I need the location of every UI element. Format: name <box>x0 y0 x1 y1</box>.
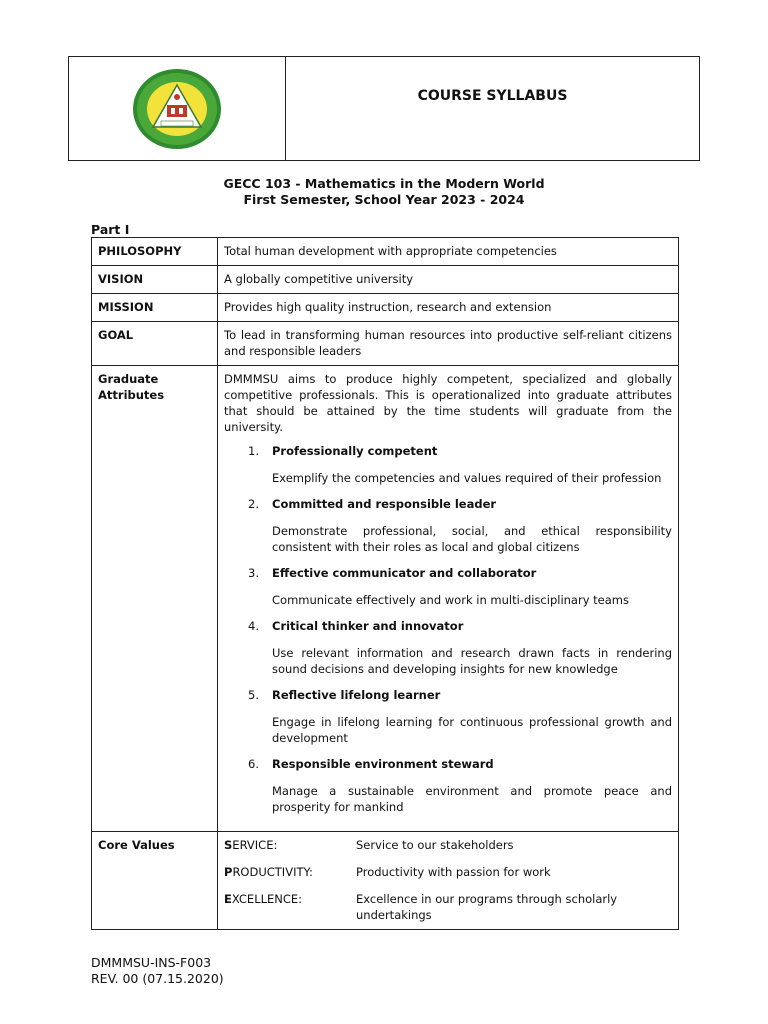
core-value-text: Excellence in our programs through scholarly undertakings <box>356 892 618 922</box>
list-item-description: Manage a sustainable environment and promote peace and prosperity for mankind <box>272 784 672 814</box>
mission-label: MISSION <box>92 294 218 322</box>
document-footer <box>91 955 224 987</box>
core-values-label: Core Values <box>92 832 218 930</box>
goal-text: To lead in transforming human resources into productive self-reliant citizens and responsible leaders <box>218 322 679 366</box>
list-item <box>248 565 672 614</box>
graduate-attributes-intro: DMMMSU aims to produce highly competent, specialized and globally competitive professionals. This is operationalized into graduate attributes that should be attained by the time students will graduate from the university. <box>224 372 672 434</box>
core-value-text: Service to our stakeholders <box>356 838 514 852</box>
list-item <box>248 496 672 561</box>
graduate-attributes-label: Graduate Attributes <box>92 366 218 832</box>
part-label: Part I <box>91 222 130 237</box>
vision-text: A globally competitive university <box>218 266 679 294</box>
graduate-attributes-cell <box>218 366 679 832</box>
list-item <box>248 443 672 492</box>
goal-label: GOAL <box>92 322 218 366</box>
course-semester: First Semester, School Year 2023 - 2024 <box>243 192 525 207</box>
list-item-number: 1. <box>248 444 259 458</box>
core-value-item <box>224 864 672 880</box>
philosophy-row <box>92 238 679 266</box>
list-item-description: Communicate effectively and work in multi-disciplinary teams <box>272 593 629 607</box>
graduate-attributes-list <box>224 443 672 821</box>
header-box <box>68 56 700 161</box>
list-item-number: 5. <box>248 688 259 702</box>
core-value-item <box>224 891 672 923</box>
title-cell <box>286 57 699 160</box>
revision-info: REV. 00 (07.15.2020) <box>91 971 224 986</box>
vision-row <box>92 266 679 294</box>
core-value-key <box>224 837 356 853</box>
philosophy-text: Total human development with appropriate competencies <box>218 238 679 266</box>
list-item-title: Committed and responsible leader <box>272 497 497 511</box>
list-item-number: 6. <box>248 757 259 771</box>
goal-row <box>92 322 679 366</box>
core-value-key <box>224 864 356 880</box>
page-title: COURSE SYLLABUS <box>417 87 568 104</box>
list-item-description: Engage in lifelong learning for continuous professional growth and development <box>272 715 672 745</box>
list-item <box>248 618 672 683</box>
list-item-description: Demonstrate professional, social, and ethical responsibility consistent with their roles as local and global citizens <box>272 524 672 554</box>
list-item-title: Responsible environment steward <box>272 757 494 771</box>
course-title: GECC 103 - Mathematics in the Modern World <box>223 176 545 191</box>
core-value-initial: P <box>224 865 233 879</box>
list-item-number: 2. <box>248 497 259 511</box>
list-item-number: 3. <box>248 566 259 580</box>
list-item-title: Critical thinker and innovator <box>272 619 464 633</box>
core-value-rest: RODUCTIVITY: <box>232 865 313 879</box>
core-value-text: Productivity with passion for work <box>356 865 551 879</box>
core-value-rest: ERVICE: <box>232 838 278 852</box>
list-item-title: Effective communicator and collaborator <box>272 566 537 580</box>
graduate-attributes-row <box>92 366 679 832</box>
list-item <box>248 756 672 821</box>
core-value-item <box>224 837 672 853</box>
logo-cell <box>69 57 286 160</box>
core-value-key <box>224 891 356 923</box>
course-heading <box>0 176 768 208</box>
core-value-initial: S <box>224 838 233 852</box>
vision-label: VISION <box>92 266 218 294</box>
list-item <box>248 687 672 752</box>
core-values-row <box>92 832 679 930</box>
list-item-description: Exemplify the competencies and values required of their profession <box>272 471 662 485</box>
form-code: DMMMSU-INS-F003 <box>91 955 212 970</box>
core-value-initial: E <box>224 892 232 906</box>
university-seal-logo <box>131 67 223 151</box>
philosophy-label: PHILOSOPHY <box>92 238 218 266</box>
mission-row <box>92 294 679 322</box>
mission-text: Provides high quality instruction, research and extension <box>218 294 679 322</box>
list-item-number: 4. <box>248 619 259 633</box>
core-values-cell <box>218 832 679 930</box>
syllabus-table <box>91 237 679 930</box>
core-value-rest: XCELLENCE: <box>231 892 303 906</box>
list-item-description: Use relevant information and research drawn facts in rendering sound decisions and developing insights for new knowledge <box>272 646 672 676</box>
list-item-title: Professionally competent <box>272 444 438 458</box>
list-item-title: Reflective lifelong learner <box>272 688 441 702</box>
